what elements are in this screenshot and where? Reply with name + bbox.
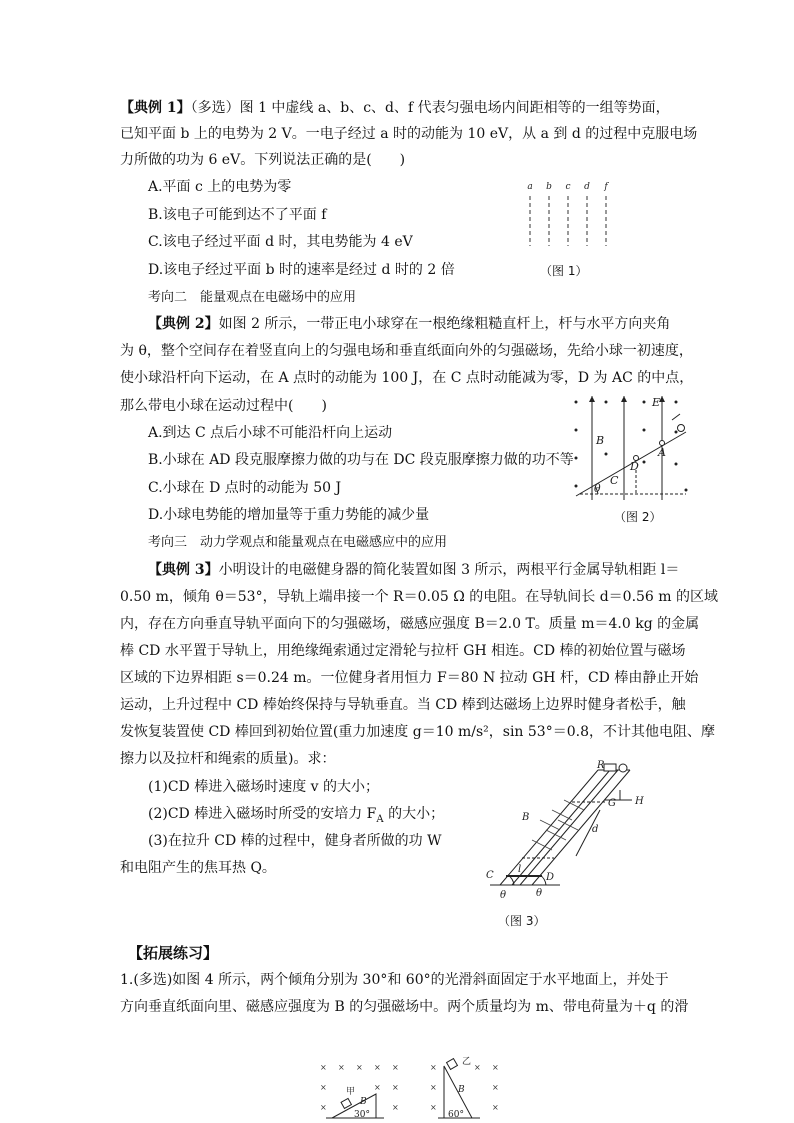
ex2-line-1 (148, 315, 670, 333)
svg-text:×: × (492, 1103, 499, 1112)
fig3-label-theta-2: θ (536, 888, 543, 899)
svg-text:×: × (320, 1103, 327, 1112)
fig2-label-e: E (652, 396, 661, 409)
ex1-line-3: 力所做的功为 6 eV。下列说法正确的是( ) (120, 152, 406, 168)
svg-text:×: × (392, 1063, 399, 1072)
svg-text:×: × (430, 1063, 437, 1072)
svg-text:×: × (492, 1083, 499, 1092)
ex3-question-1: (1)CD 棒进入磁场时速度 v 的大小； (148, 779, 380, 795)
ex1-tag: 【典例 1】 (120, 100, 191, 116)
ex2-option-c: C.小球在 D 点时的动能为 50 J (148, 480, 342, 496)
direction-2-heading: 考向二 能量观点在电磁场中的应用 (148, 290, 357, 305)
ex3-line-6: 运动，上升过程中 CD 棒始终保持与导轨垂直。当 CD 棒到达磁场上边界时健身者松手，触 (120, 697, 686, 713)
ex1-text-1: （多选）图 1 中虚线 a、b、c、d、f 代表匀强电场内间距相等的一组等势面， (190, 100, 670, 116)
ex3-q2-text: (2)CD 棒进入磁场时所受的安培力 F (148, 806, 377, 822)
ex1-option-b: B.该电子可能到达不了平面 f (148, 207, 327, 223)
fig3-label-c: C (486, 870, 494, 881)
ex3-q2-subscript: A (376, 813, 384, 825)
ex2-option-a: A.到达 C 点后小球不可能沿杆向上运动 (148, 425, 393, 441)
ex3-question-3b: 和电阻产生的焦耳热 Q。 (120, 860, 276, 876)
svg-text:×: × (474, 1063, 481, 1072)
ex3-line-3: 内，存在方向垂直导轨平面向下的匀强磁场，磁感应强度 B＝2.0 T。质量 m＝4.0 kg 的金属 (120, 616, 700, 632)
ex3-tag: 【典例 3】 (148, 562, 219, 578)
svg-text:×: × (392, 1103, 399, 1112)
fig4-label-60: 60° (448, 1110, 464, 1120)
ex2-tag: 【典例 2】 (148, 316, 219, 332)
ex2-text-1: 如图 2 所示，一带正电小球穿在一根绝缘粗糙直杆上，杆与水平方向夹角 (218, 316, 671, 332)
fig2-label-d: D (630, 460, 639, 473)
ex1-line-1 (120, 99, 670, 117)
fig1-label-a: a (527, 182, 533, 192)
ex1-option-c: C.该电子经过平面 d 时，其电势能为 4 eV (148, 234, 413, 250)
figure-2-caption: （图 2） (614, 510, 662, 524)
svg-text:×: × (392, 1083, 399, 1092)
svg-text:×: × (374, 1063, 381, 1072)
ex2-option-d: D.小球电势能的增加量等于重力势能的减少量 (148, 507, 430, 523)
figure-3-caption: （图 3） (498, 914, 546, 928)
svg-text:×: × (320, 1083, 327, 1092)
ex1-line-2: 已知平面 b 上的电势为 2 V。一电子经过 a 时的动能为 10 eV，从 a 到 d 的过程中克服电场 (120, 126, 698, 142)
ex2-option-b: B.小球在 AD 段克服摩擦力做的功与在 DC 段克服摩擦力做的功不等 (148, 452, 574, 468)
fig3-label-theta-1: θ (500, 890, 507, 901)
fig3-label-h: H (635, 796, 644, 807)
ex3-line-4: 棒 CD 水平置于导轨上，用绝缘绳索通过定滑轮与拉杆 GH 相连。CD 棒的初始位置与磁场 (120, 643, 686, 659)
fig3-label-d-length: d (592, 824, 599, 835)
fig3-label-b: B (522, 812, 530, 823)
figure-1-equipotential-planes (520, 178, 630, 250)
ex3-question-3a: (3)在拉升 CD 棒的过程中，健身者所做的功 W (148, 833, 442, 849)
ex3-line-5: 区域的下边界相距 s＝0.24 m。一位健身者用恒力 F＝80 N 拉动 GH 杆，CD 棒由静止开始 (120, 670, 699, 686)
fig1-label-d: d (584, 182, 590, 192)
practice-line-1: 1.(多选)如图 4 所示，两个倾角分别为 30°和 60°的光滑斜面固定于水平地面上，并处于 (120, 972, 669, 988)
figure-2-inclined-rod (566, 392, 696, 504)
ex3-text-1: 小明设计的电磁健身器的简化装置如图 3 所示，两根平行金属导轨相距 l＝ (218, 562, 680, 578)
fig3-label-l: l (518, 864, 522, 875)
fig4-label-b-1: B (360, 1097, 367, 1107)
fig1-label-c: c (565, 182, 571, 192)
ex3-line-7: 发恢复装置使 CD 棒回到初始位置(重力加速度 g＝10 m/s²，sin 53°＝0.8，不计其他电阻、摩 (120, 724, 715, 740)
fig2-label-a: A (658, 446, 666, 459)
ex1-option-a: A.平面 c 上的电势为零 (148, 179, 292, 195)
fig4-label-b-2: B (458, 1085, 465, 1095)
practice-header: 【拓展练习】 (128, 944, 219, 962)
fig2-label-c: C (610, 474, 619, 487)
svg-text:×: × (374, 1083, 381, 1092)
fig4-label-yi: 乙 (462, 1057, 472, 1067)
ex3-line-2: 0.50 m，倾角 θ＝53°，导轨上端串接一个 R＝0.05 Ω 的电阻。在导轨间长 d＝0.56 m 的区域 (120, 589, 719, 605)
svg-text:×: × (430, 1103, 437, 1112)
ex2-line-2: 为 θ，整个空间存在着竖直向上的匀强电场和垂直纸面向外的匀强磁场，先给小球一初速度， (120, 343, 693, 359)
figure-3-rail-device (480, 760, 660, 908)
fig2-label-theta: θ (594, 482, 601, 495)
practice-line-2: 方向垂直纸面向里、磁感应强度为 B 的匀强磁场中。两个质量均为 m、带电荷量为＋q 的滑 (120, 999, 689, 1015)
fig2-label-b: B (596, 434, 605, 447)
svg-text:×: × (338, 1063, 345, 1072)
fig1-label-b: b (546, 182, 552, 192)
svg-text:×: × (492, 1063, 499, 1072)
ex1-option-d: D.该电子经过平面 b 时的速率是经过 d 时的 2 倍 (148, 262, 455, 278)
fig4-label-30: 30° (354, 1110, 370, 1120)
figure-4-inclines (312, 1056, 512, 1123)
ex2-line-4: 那么带电小球在运动过程中( ) (120, 398, 327, 414)
fig1-label-f: f (604, 182, 608, 192)
fig3-label-r: R (597, 760, 605, 771)
ex3-question-2 (148, 805, 444, 829)
fig4-label-jia: 甲 (346, 1087, 356, 1097)
ex3-line-1 (148, 561, 679, 579)
direction-3-heading: 考向三 动力学观点和能量观点在电磁感应中的应用 (148, 535, 448, 550)
fig3-label-g: G (608, 798, 616, 809)
svg-text:×: × (430, 1083, 437, 1092)
svg-text:×: × (356, 1063, 363, 1072)
ex2-line-3: 使小球沿杆向下运动，在 A 点时的动能为 100 J，在 C 点时动能减为零，D 为 AC 的中点， (120, 370, 694, 386)
ex3-q2-end: 的大小； (383, 806, 445, 822)
figure-1-caption: （图 1） (540, 264, 588, 278)
ex3-line-8: 擦力以及拉杆和绳索的质量)。求： (120, 751, 336, 767)
fig3-label-d: D (546, 872, 555, 883)
svg-text:×: × (320, 1063, 327, 1072)
